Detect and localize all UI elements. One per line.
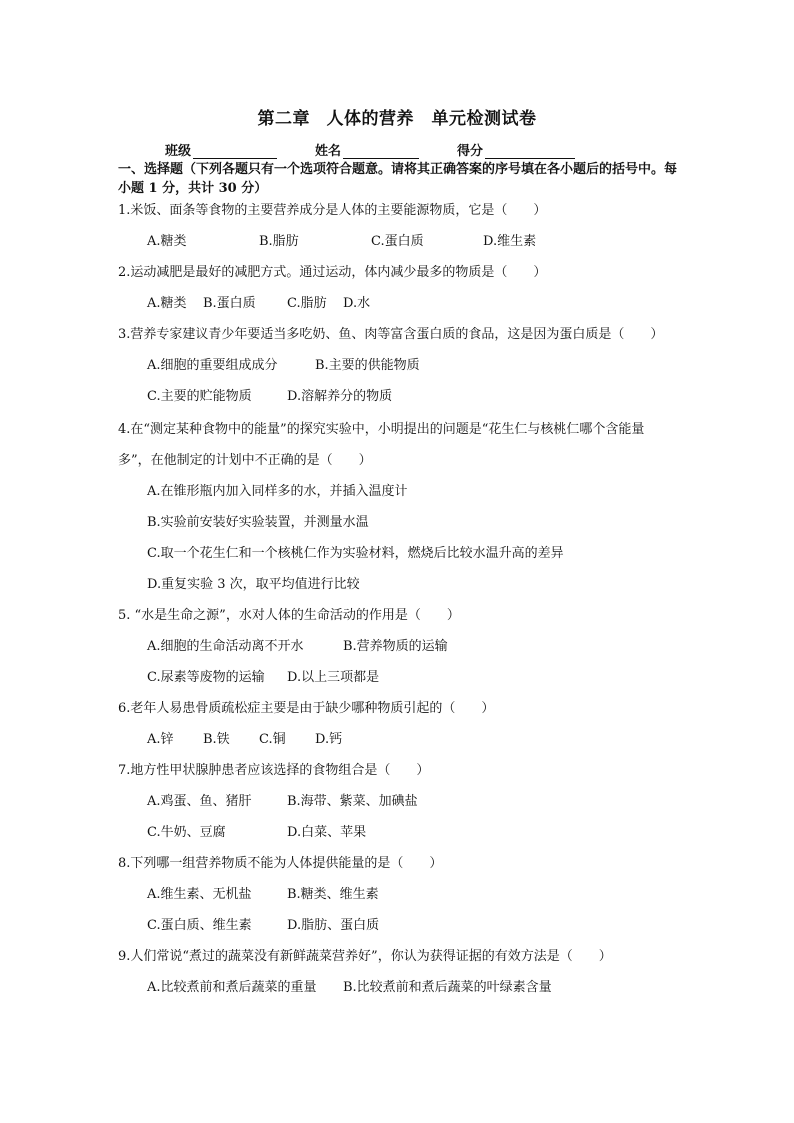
option: B.蛋白质 [203, 296, 256, 311]
question-5-options-row2 [147, 667, 379, 689]
question-6-options [147, 729, 342, 751]
option: B.主要的供能物质 [315, 358, 420, 373]
question-8: 8.下列哪一组营养物质不能为人体提供能量的是（ ） [118, 856, 443, 871]
question-4: 4.在“测定某种食物中的能量”的探究实验中，小明提出的问题是“花生仁与核桃仁哪个含能量多”，在他制定的计划中不正确的是（ ） [118, 422, 645, 468]
question-1-options [147, 231, 536, 253]
score-blank[interactable] [485, 144, 575, 159]
option: A.比较煮前和煮后蔬菜的重量 [147, 980, 317, 995]
section-heading: 一、选择题（下列各题只有一个选项符合题意。请将其正确答案的序号填在各小题后的括号中。每小题 1 分，共计 30 分） [118, 162, 678, 196]
question-4-option-b: B.实验前安装好实验装置，并测量水温 [147, 515, 369, 530]
question-3-options-row1 [147, 355, 420, 377]
option: C.蛋白质、维生素 [147, 918, 252, 933]
score-field[interactable] [457, 140, 575, 159]
question-4-option-d: D.重复实验 3 次，取平均值进行比较 [147, 577, 360, 592]
option: A.糖类 [147, 296, 187, 311]
option: A.糖类 [147, 234, 187, 249]
option: C.蛋白质 [371, 234, 424, 249]
question-7-options-row2 [147, 822, 366, 844]
student-info-row [165, 140, 645, 159]
question-8-options-row1 [147, 884, 379, 906]
name-field[interactable] [315, 140, 419, 159]
class-label: 班级 [165, 144, 192, 159]
question-8-options-row2 [147, 915, 379, 937]
option: A.鸡蛋、鱼、猪肝 [147, 794, 252, 809]
option: B.比较煮前和煮后蔬菜的叶绿素含量 [343, 980, 552, 995]
question-2: 2.运动减肥是最好的减肥方式。通过运动，体内减少最多的物质是（ ） [118, 265, 547, 280]
class-blank[interactable] [193, 144, 277, 159]
question-3: 3.营养专家建议青少年要适当多吃奶、鱼、肉等富含蛋白质的食品，这是因为蛋白质是（ ） [118, 327, 664, 342]
option: A.锌 [147, 732, 174, 747]
option: D.白菜、苹果 [287, 825, 367, 840]
question-6: 6.老年人易患骨质疏松症主要是由于缺少哪种物质引起的（ ） [118, 701, 495, 716]
option: B.铁 [203, 732, 230, 747]
option: D.以上三项都是 [287, 670, 380, 685]
option: D.维生素 [483, 234, 537, 249]
question-7-options-row1 [147, 791, 418, 813]
score-label: 得分 [457, 144, 484, 159]
page-title: 第二章 人体的营养 单元检测试卷 [257, 109, 537, 129]
option: C.脂肪 [287, 296, 327, 311]
option: B.营养物质的运输 [343, 639, 448, 654]
class-field[interactable] [165, 140, 277, 159]
name-blank[interactable] [343, 144, 419, 159]
question-2-options [147, 293, 370, 315]
question-3-options-row2 [147, 386, 392, 408]
question-5-options-row1 [147, 636, 448, 658]
question-4-option-c: C.取一个花生仁和一个核桃仁作为实验材料，燃烧后比较水温升高的差异 [147, 546, 564, 561]
option: A.细胞的重要组成成分 [147, 358, 278, 373]
question-4-option-a: A.在锥形瓶内加入同样多的水，并插入温度计 [147, 484, 408, 499]
question-9-options [147, 977, 552, 999]
option: B.糖类、维生素 [287, 887, 379, 902]
option: A.维生素、无机盐 [147, 887, 252, 902]
option: D.水 [343, 296, 371, 311]
question-9: 9.人们常说“煮过的蔬菜没有新鲜蔬菜营养好”，你认为获得证据的有效方法是（ ） [118, 949, 612, 964]
option: A.细胞的生命活动离不开水 [147, 639, 304, 654]
option: C.尿素等废物的运输 [147, 670, 265, 685]
option: C.主要的贮能物质 [147, 389, 252, 404]
option: C.牛奶、豆腐 [147, 825, 226, 840]
question-5: 5. “水是生命之源”，水对人体的生命活动的作用是（ ） [118, 608, 460, 623]
option: B.海带、紫菜、加碘盐 [287, 794, 418, 809]
name-label: 姓名 [315, 144, 342, 159]
question-7: 7.地方性甲状腺肿患者应该选择的食物组合是（ ） [118, 763, 430, 778]
option: D.脂肪、蛋白质 [287, 918, 380, 933]
question-1: 1.米饭、面条等食物的主要营养成分是人体的主要能源物质，它是（ ） [118, 203, 547, 218]
option: D.钙 [315, 732, 343, 747]
option: D.溶解养分的物质 [287, 389, 393, 404]
option: B.脂肪 [259, 234, 299, 249]
option: C.铜 [259, 732, 286, 747]
